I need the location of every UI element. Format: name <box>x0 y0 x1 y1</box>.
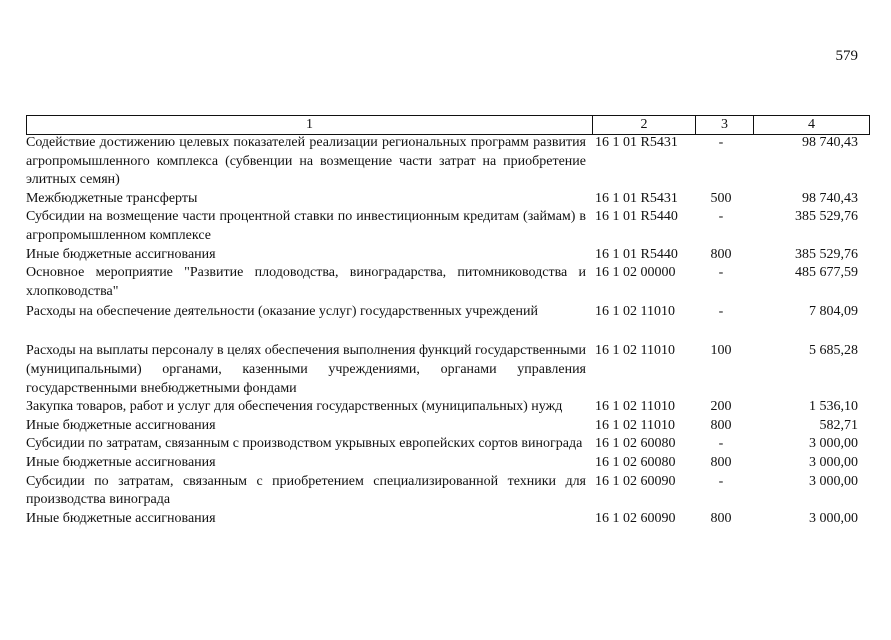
row-amount: 485 677,59 <box>795 265 858 281</box>
row-amount: 7 804,09 <box>809 304 858 320</box>
row-type: - <box>718 473 724 489</box>
row-type: 500 <box>710 190 732 206</box>
row-name: Закупка товаров, работ и услуг для обеспечения государственных (муниципальных) нужд <box>26 399 563 415</box>
row-name: Субсидии по затратам, связанным с приобретением специализированной техники для производства винограда <box>26 473 586 508</box>
row-amount: 582,71 <box>819 417 858 433</box>
row-type: - <box>718 209 724 225</box>
table-row <box>26 398 868 417</box>
row-name: Иные бюджетные ассигнования <box>26 454 216 470</box>
row-name: Иные бюджетные ассигнования <box>26 510 216 526</box>
row-code: 16 1 02 60080 <box>595 436 676 452</box>
row-type: 800 <box>710 454 732 470</box>
row-type: - <box>718 265 724 281</box>
row-type: 200 <box>710 399 732 415</box>
table-row <box>26 303 868 342</box>
row-amount: 3 000,00 <box>809 473 858 489</box>
table-row <box>26 454 868 473</box>
row-amount: 98 740,43 <box>802 190 858 206</box>
row-code: 16 1 02 60080 <box>595 454 676 470</box>
row-name: Межбюджетные трансферты <box>26 190 198 206</box>
row-code: 16 1 02 11010 <box>595 304 675 320</box>
row-type: - <box>718 135 724 150</box>
header-col-4: 4 <box>808 117 815 132</box>
row-name: Иные бюджетные ассигнования <box>26 417 216 433</box>
row-amount: 3 000,00 <box>809 454 858 470</box>
table-row <box>26 134 868 190</box>
row-code: 16 1 01 R5431 <box>595 190 678 206</box>
page-number: 579 <box>835 48 858 64</box>
row-name: Основное мероприятие "Развитие плодоводства, виноградарства, питомниководства и хлопководства" <box>26 265 586 299</box>
row-code: 16 1 02 60090 <box>595 473 676 489</box>
table-row <box>26 473 868 510</box>
row-code: 16 1 01 R5431 <box>595 135 678 150</box>
table-row <box>26 208 868 245</box>
table-header <box>26 115 870 135</box>
row-name: Иные бюджетные ассигнования <box>26 246 216 262</box>
row-name: Субсидии на возмещение части процентной ставки по инвестиционным кредитам (займам) в агропромышленном комплексе <box>26 209 586 243</box>
row-type: 100 <box>710 343 732 359</box>
row-code: 16 1 02 60090 <box>595 510 676 526</box>
row-type: 800 <box>710 510 732 526</box>
row-name: Содействие достижению целевых показателей реализации региональных программ развития агропромышленного комплекса (субвенции на возмещение части затрат на приобретение элитных семян) <box>26 135 586 188</box>
row-type: 800 <box>710 417 732 433</box>
row-code: 16 1 01 R5440 <box>595 209 678 225</box>
row-amount: 3 000,00 <box>809 510 858 526</box>
row-amount: 98 740,43 <box>802 135 858 150</box>
row-name: Субсидии по затратам, связанным с производством укрывных европейских сортов винограда <box>26 436 583 452</box>
row-amount: 3 000,00 <box>809 436 858 452</box>
row-amount: 5 685,28 <box>809 343 858 359</box>
table-body <box>26 134 868 528</box>
row-code: 16 1 02 11010 <box>595 417 675 433</box>
row-amount: 385 529,76 <box>795 209 858 225</box>
row-type: - <box>718 436 724 452</box>
row-code: 16 1 02 11010 <box>595 399 675 415</box>
row-code: 16 1 02 00000 <box>595 265 676 281</box>
header-col-1: 1 <box>27 116 593 134</box>
table-row <box>26 435 868 454</box>
row-name: Расходы на обеспечение деятельности (оказание услуг) государственных учреждений <box>26 304 538 320</box>
row-amount: 1 536,10 <box>809 399 858 415</box>
row-code: 16 1 01 R5440 <box>595 246 678 262</box>
table-row <box>26 264 868 301</box>
table-row <box>26 417 868 436</box>
row-name: Расходы на выплаты персоналу в целях обеспечения выполнения функций государственными (муниципальными) органами, казенными учреждениями, органами управления государственными внебюджетными фондами <box>26 343 586 396</box>
header-col-2: 2 <box>593 116 696 134</box>
row-type: 800 <box>710 246 732 262</box>
table-row <box>26 190 868 209</box>
row-code: 16 1 02 11010 <box>595 343 675 359</box>
header-col-3: 3 <box>696 116 754 134</box>
row-amount: 385 529,76 <box>795 246 858 262</box>
table-row <box>26 342 868 398</box>
table-row <box>26 510 868 529</box>
row-type: - <box>718 304 724 320</box>
table-row <box>26 246 868 265</box>
